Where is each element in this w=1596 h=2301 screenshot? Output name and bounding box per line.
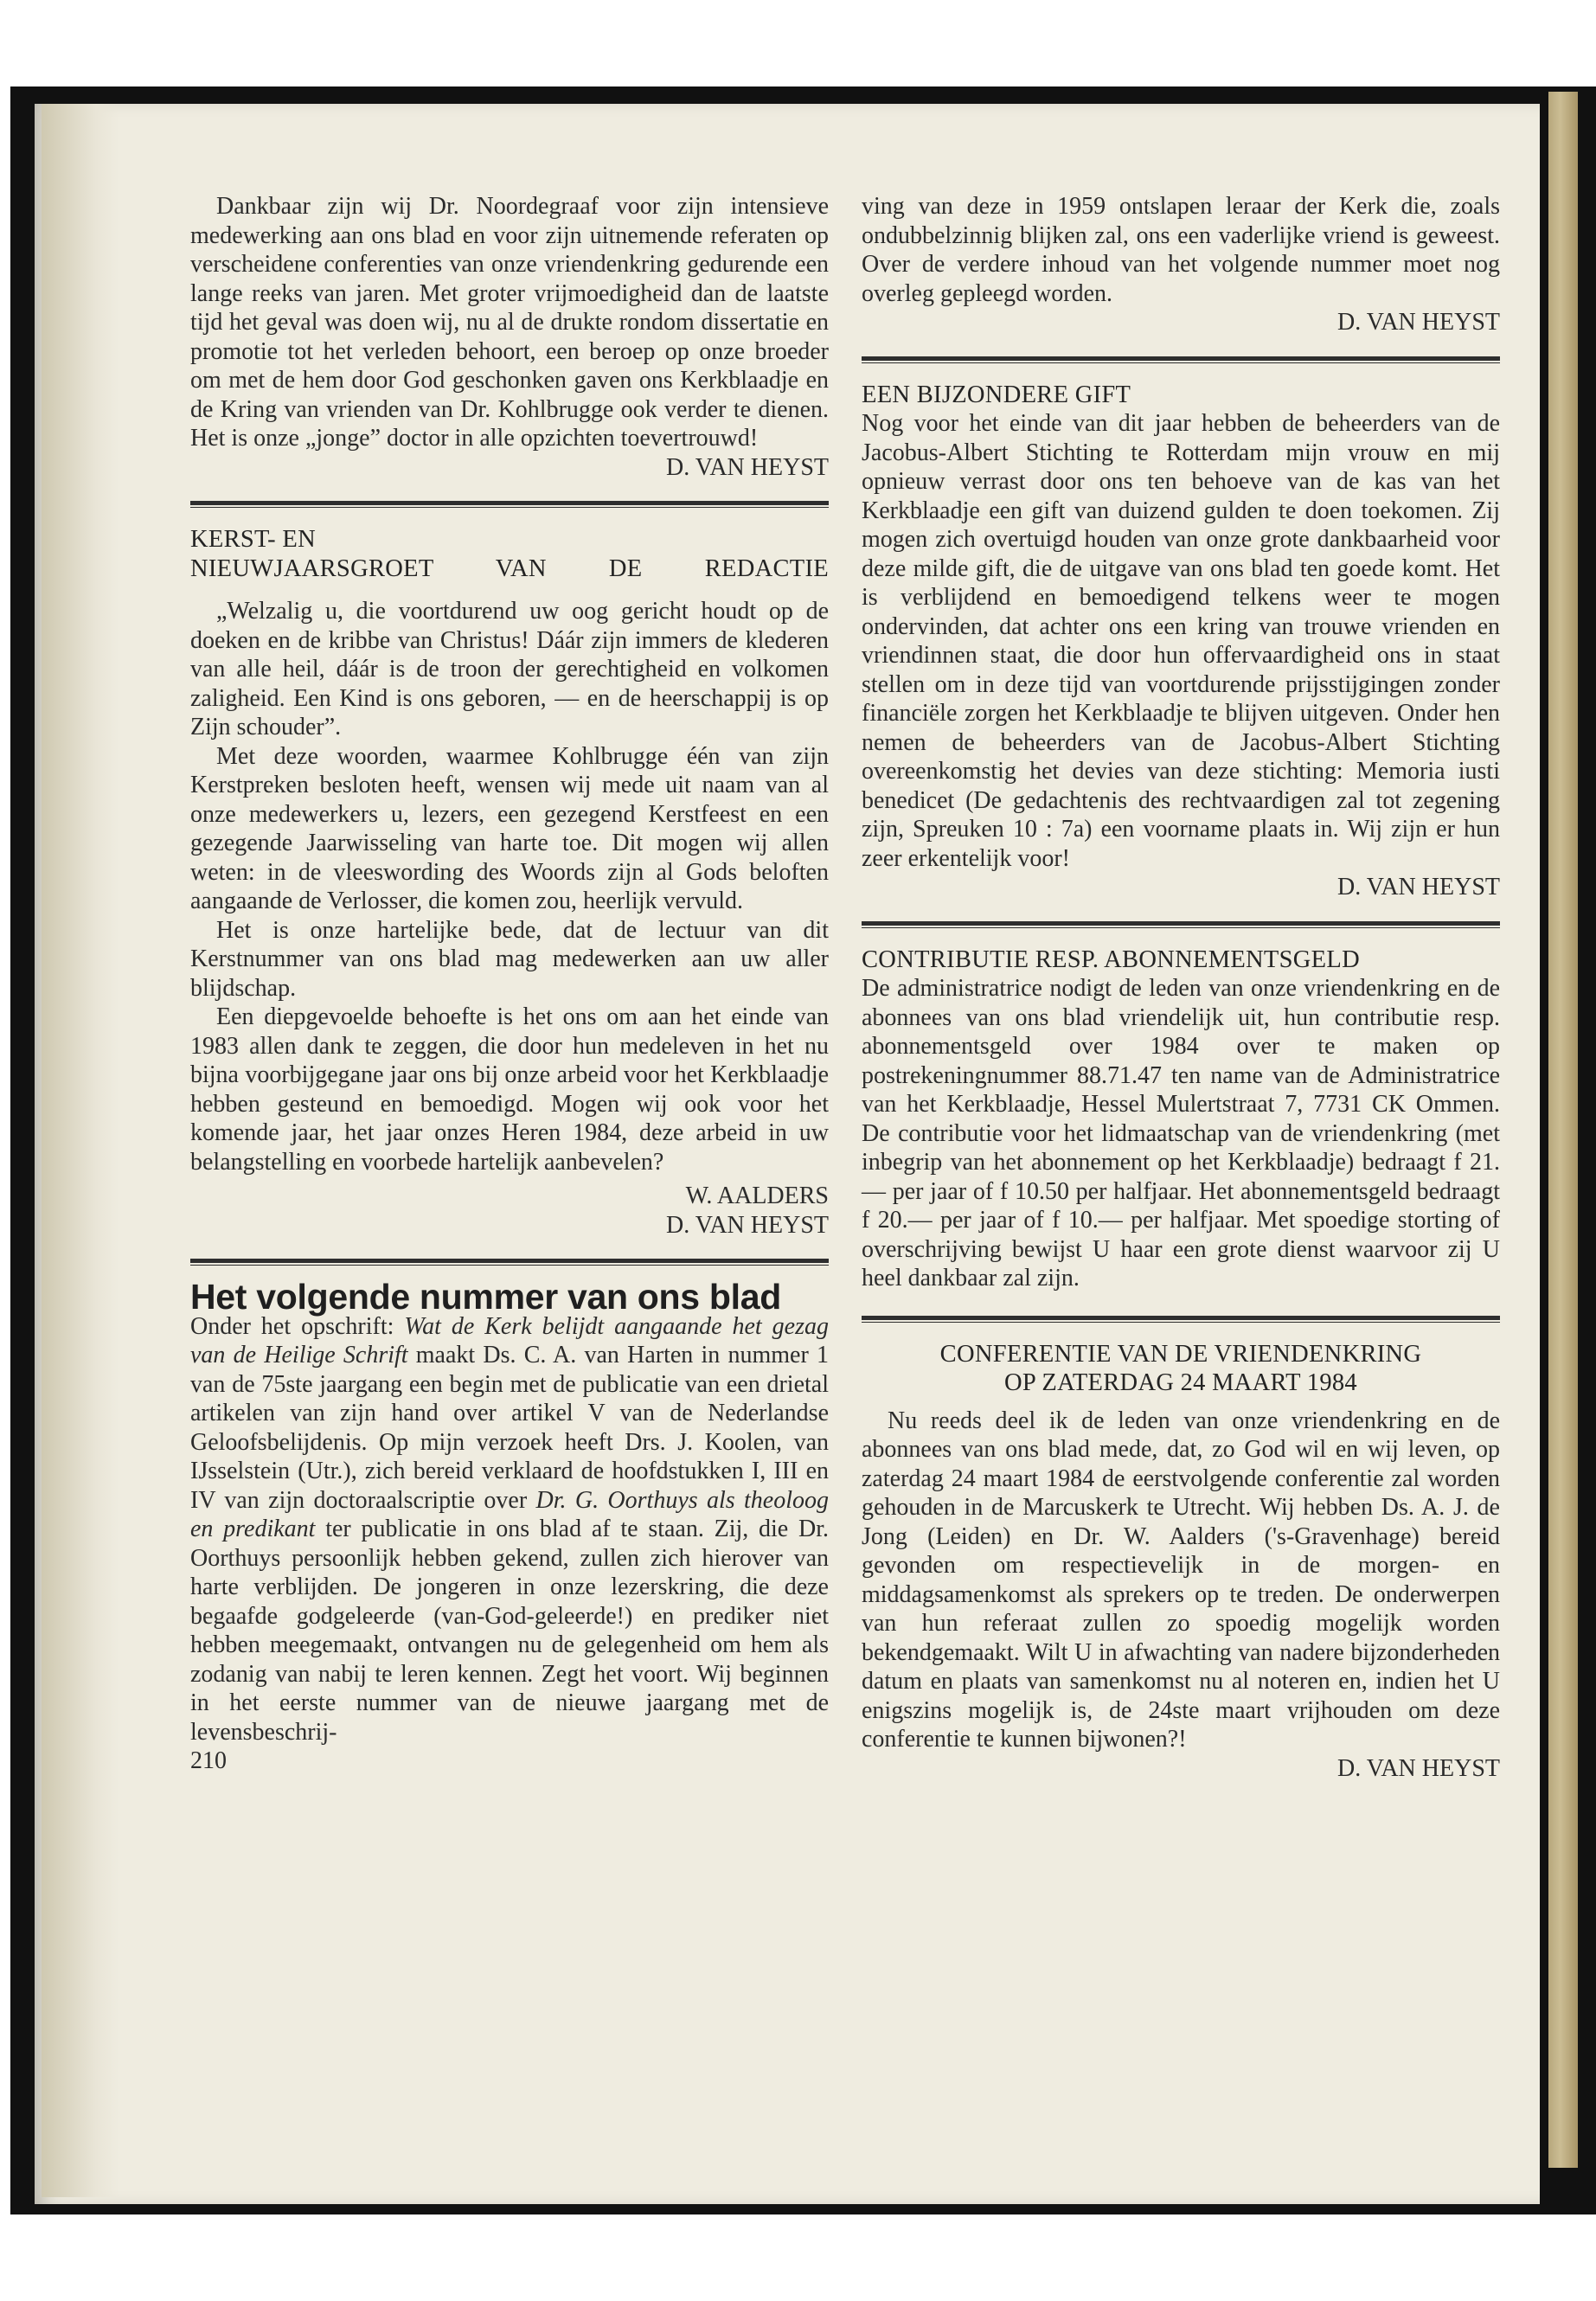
- kerst-signature-heyst: D. VAN HEYST: [666, 1211, 829, 1239]
- page-edge: [1548, 92, 1578, 2168]
- volgende-text-3: ter publicatie in ons blad af te staan. Zij, die Dr. Oorthuys persoonlijk hebben gekend, zullen zich hierover van harte verblijden. De jongeren in onze lezerskring, die deze begaafde godgeleerde (van-God-geleerde!) en prediker niet hebben meegemaakt, ontvangen nu de gelegenheid om hem als zodanig van nabij te leren kennen. Zegt het voort. Wij beginnen in het eerste nummer van de nieuwe jaargang met de levensbeschrij-: [190, 1516, 829, 1746]
- left-column: [190, 192, 829, 1776]
- gift-heading: EEN BIJZONDERE GIFT: [862, 381, 1131, 408]
- page-number: 210: [190, 1747, 227, 1774]
- section-divider: [862, 356, 1500, 363]
- kerst-paragraph-2: Met deze woorden, waarmee Kohlbrugge één van zijn Kerstpreken besloten heeft, wensen wij mede uit naam van al onze medewerkers u, lezers, een gezegend Kerstfeest en een gezegende Jaarwisseling van harte toe. Dit mogen wij allen weten: in de vleeswording des Woords zijn al Gods beloften aangaande de Verlosser, die komen zou, heerlijk vervuld.: [190, 742, 829, 914]
- contributie-heading: CONTRIBUTIE RESP. ABONNEMENTSGELD: [862, 945, 1360, 973]
- volgende-text-1: Onder het opschrift:: [190, 1312, 405, 1340]
- kerst-heading-line1: KERST- EN: [190, 526, 316, 553]
- continuation-signature: D. VAN HEYST: [1337, 309, 1500, 336]
- conferentie-heading-line1: CONFERENTIE VAN DE VRIENDENKRING: [939, 1340, 1422, 1368]
- kerst-signature-aalders: W. AALDERS: [685, 1183, 829, 1209]
- section-divider: [862, 921, 1500, 928]
- section-divider: [190, 501, 829, 508]
- intro-paragraph: Dankbaar zijn wij Dr. Noordegraaf voor zijn intensieve medewerking aan ons blad en voor zijn uitnemende referaten op verscheidene conferenties van onze vriendenkring gedurende een lange reeks van jaren. Met groter vrijmoedigheid dan de laatste tijd het geval was doen wij, nu al de drukte rondom dissertatie en promotie tot het verleden behoort, een beroep op onze broeder om met de hem door God geschonken gaven ons Kerkblaadje en de Kring van vrienden van Dr. Kohlbrugge ook verder te dienen. Het is onze „jonge” doctor in alle opzichten toevertrouwd!: [190, 193, 829, 452]
- contributie-paragraph: De administratrice nodigt de leden van onze vriendenkring en de abonnees van ons blad vriendelijk uit, hun contributie resp. abonnementsgeld over 1984 over te maken op postrekeningnummer 88.71.47 ten name van de Administratrice van het Kerkblaadje, Hessel Mulertstraat 7, 7731 CK Ommen. De contributie voor het lidmaatschap van de vriendenkring (met inbegrip van het abonnement op het Kerkblaadje) bedraagt f 21.— per jaar of f 10.50 per halfjaar. Het abonnementsgeld bedraagt f 20.— per jaar of f 10.— per halfjaar. Met spoedige storting of overschrijving bewijst U haar een grote dienst waarvoor zij U heel dankbaar zal zijn.: [862, 975, 1500, 1292]
- kerst-paragraph-3: Het is onze hartelijke bede, dat de lectuur van dit Kerstnummer van ons blad mag medewerken aan uw aller blijdschap.: [190, 916, 829, 1002]
- volgende-heading: Het volgende nummer van ons blad: [190, 1277, 781, 1317]
- kerst-paragraph-1: „Welzalig u, die voortdurend uw oog gericht houdt op de doeken en de kribbe van Christus! Dáár zijn immers de klederen van alle heil, dáár is de troon der gerechtigheid en volkomen zaligheid. Een Kind is ons geboren, — en de heerschappij is op Zijn schouder”.: [190, 598, 829, 740]
- section-divider: [862, 1316, 1500, 1323]
- conferentie-signature: D. VAN HEYST: [1337, 1754, 1500, 1782]
- page-binding-shadow: [42, 104, 119, 2197]
- volgende-text-2: maakt Ds. C. A. van Harten in nummer 1 van de 75ste jaargang een begin met de publicatie van een drietal artikelen van zijn hand over artikel V van de Nederlandse Geloofsbelijdenis. Op mijn verzoek heeft Drs. J. Koolen, van IJsselstein (Utr.), zich bereid verklaard de hoofdstukken I, III en IV van zijn doctoraalscriptie over: [190, 1342, 829, 1514]
- conferentie-paragraph: Nu reeds deel ik de leden van onze vriendenkring en de abonnees van ons blad mede, dat, zo God wil en wij leven, op zaterdag 24 maart 1984 de eerstvolgende conferentie zal worden gehouden in de Marcuskerk te Utrecht. Wij hebben Ds. A. J. de Jong (Leiden) en Dr. W. Aalders ('s-Gravenhage) bereid gevonden om respectievelijk in de morgen- en middagsamenkomst als sprekers op te treden. De onderwerpen van hun referaat zullen zo spoedig mogelijk worden bekendgemaakt. Wilt U in afwachting van nadere bijzonderheden datum en plaats van samenkomst nu al noteren en, indien het U enigszins mogelijk is, de 24ste maart vrijhouden om deze conferentie te kunnen bijwonen?!: [862, 1407, 1500, 1753]
- gift-paragraph: Nog voor het einde van dit jaar hebben de beheerders van de Jacobus-Albert Stichting te Rotterdam mijn vrouw en mij opnieuw verrast door ons ten behoeve van de kas van het Kerkblaadje een gift van duizend gulden te doen toekomen. Zij mogen zich overtuigd houden van onze grote dankbaarheid voor deze milde gift, die de uitgave van ons blad ten goede komt. Het is verblijdend en bemoedigend telkens weer te mogen ondervinden, dat achter ons een kring van trouwe vrienden en vriendinnen staat, die door hun offervaardigheid ons in staat stellen om in deze tijd van voortdurende prijsstijgingen zonder financiële zorgen het Kerkblaadje te blijven uitgeven. Onder hen nemen de beheerders van de Jacobus-Albert Stichting overeenkomstig het devies van deze stichting: Memoria iusti benedicet (De gedachtenis des rechtvaardigen zal tot zegening zijn, Spreuken 10 : 7a) een voorname plaats in. Wij zijn er hun zeer erkentelijk voor!: [862, 410, 1500, 872]
- gift-signature: D. VAN HEYST: [1337, 874, 1500, 901]
- continuation-paragraph: ving van deze in 1959 ontslapen leraar der Kerk die, zoals ondubbelzinnig blijken zal, ons een vaderlijke vriend is geweest. Over de verdere inhoud van het volgende nummer moet nog overleg gepleegd worden.: [862, 193, 1500, 307]
- conferentie-heading-line2: OP ZATERDAG 24 MAART 1984: [1004, 1369, 1357, 1396]
- volgende-title-oorthuys: Dr. G. Oorthuys als theoloog en predikant: [190, 1486, 829, 1542]
- kerst-paragraph-4: Een diepgevoelde behoefte is het ons om aan het einde van 1983 allen dank te zeggen, die door hun medeleven in het nu bijna voorbijgegane jaar ons bij onze arbeid voor het Kerkblaadje hebben gesteund en bemoedigd. Mogen wij ook voor het komende jaar, het jaar onzes Heren 1984, deze arbeid in uw belangstelling en voorbede hartelijk aanbevelen?: [190, 1003, 829, 1176]
- kerst-heading-line2: NIEUWJAARSGROET VAN DE REDACTIE: [190, 554, 829, 582]
- volgende-title-kerk: Wat de Kerk belijdt aangaande het gezag van de Heilige Schrift: [190, 1312, 829, 1368]
- intro-signature: D. VAN HEYST: [666, 453, 829, 481]
- right-column: [862, 192, 1500, 1783]
- section-divider: [190, 1259, 829, 1266]
- volgende-paragraph: [190, 1312, 829, 1747]
